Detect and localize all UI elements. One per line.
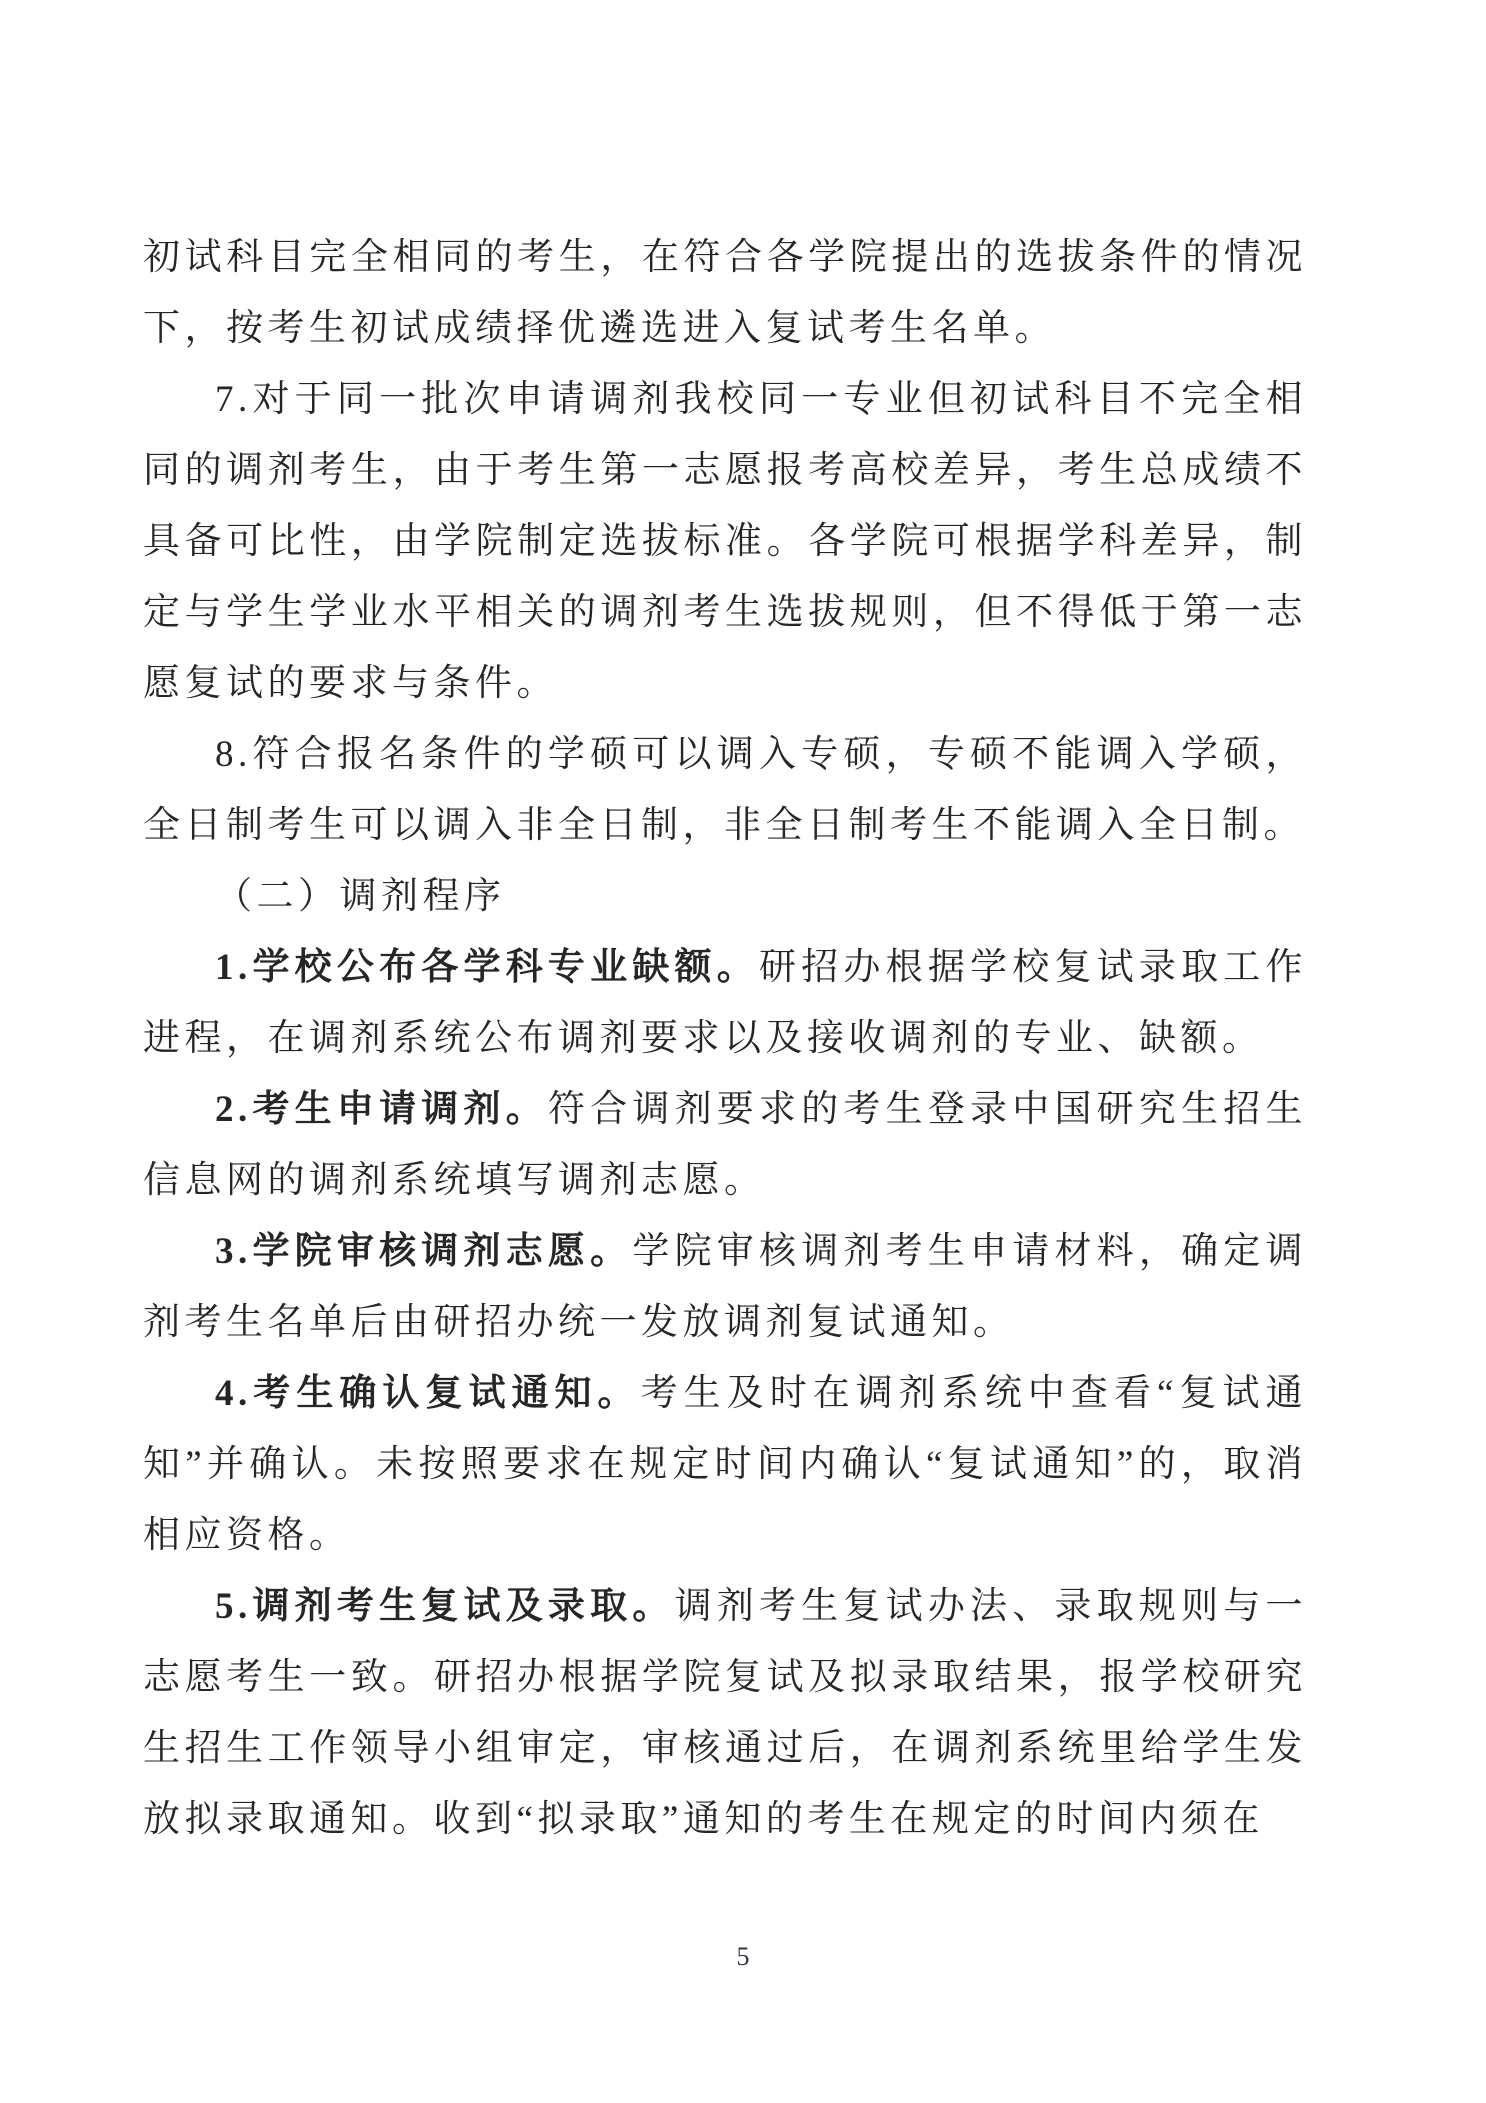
paragraph: [143, 932, 1307, 1074]
paragraph: [143, 1571, 1307, 1855]
document-body: [143, 222, 1307, 1855]
paragraph: [143, 1074, 1307, 1216]
section-heading: [143, 861, 1307, 932]
paragraph-lead: 5.调剂考生复试及录取。: [215, 1586, 675, 1627]
paragraph-text: 学院审核调剂考生申请材料，确定调剂考生名单后由研招办统一发放调剂复试通知。: [143, 1231, 1308, 1343]
paragraph-text: 调剂考生复试办法、录取规则与一志愿考生一致。研招办根据学院复试及拟录取结果，报学校研究生招生工作领导小组审定，审核通过后，在调剂系统里给学生发放拟录取通知。收到“拟录取”通知的考生在规定的时间内须在: [143, 1586, 1308, 1840]
paragraph-text: 研招办根据学校复试录取工作进程，在调剂系统公布调剂要求以及接收调剂的专业、缺额。: [143, 947, 1308, 1059]
paragraph: [143, 1216, 1307, 1358]
paragraph: [143, 1358, 1307, 1571]
paragraph-lead: 2.考生申请调剂。: [215, 1089, 548, 1130]
paragraph-lead: 3.学院审核调剂志愿。: [215, 1231, 633, 1272]
paragraph-text: 8.符合报名条件的学硕可以调入专硕，专硕不能调入学硕，全日制考生可以调入非全日制，非全日制考生不能调入全日制。: [143, 734, 1307, 846]
page-number: 5: [736, 1942, 750, 1971]
paragraph-text: 初试科目完全相同的考生，在符合各学院提出的选拔条件的情况下，按考生初试成绩择优遴选进入复试考生名单。: [143, 237, 1307, 349]
paragraph: [143, 719, 1307, 861]
paragraph: [143, 222, 1307, 364]
paragraph-text: （二）调剂程序: [215, 876, 506, 917]
paragraph-text: 考生及时在调剂系统中查看“复试通知”并确认。未按照要求在规定时间内确认“复试通知”的，取消相应资格。: [143, 1373, 1308, 1556]
paragraph-text: 符合调剂要求的考生登录中国研究生招生信息网的调剂系统填写调剂志愿。: [143, 1089, 1308, 1201]
paragraph-lead: 4.考生确认复试通知。: [215, 1373, 641, 1414]
paragraph: [143, 364, 1307, 719]
paragraph-lead: 1.学校公布各学科专业缺额。: [215, 947, 759, 988]
paragraph-text: 7.对于同一批次申请调剂我校同一专业但初试科目不完全相同的调剂考生，由于考生第一志愿报考高校差异，考生总成绩不具备可比性，由学院制定选拔标准。各学院可根据学科差异，制定与学生学业水平相关的调剂考生选拔规则，但不得低于第一志愿复试的要求与条件。: [143, 379, 1307, 704]
